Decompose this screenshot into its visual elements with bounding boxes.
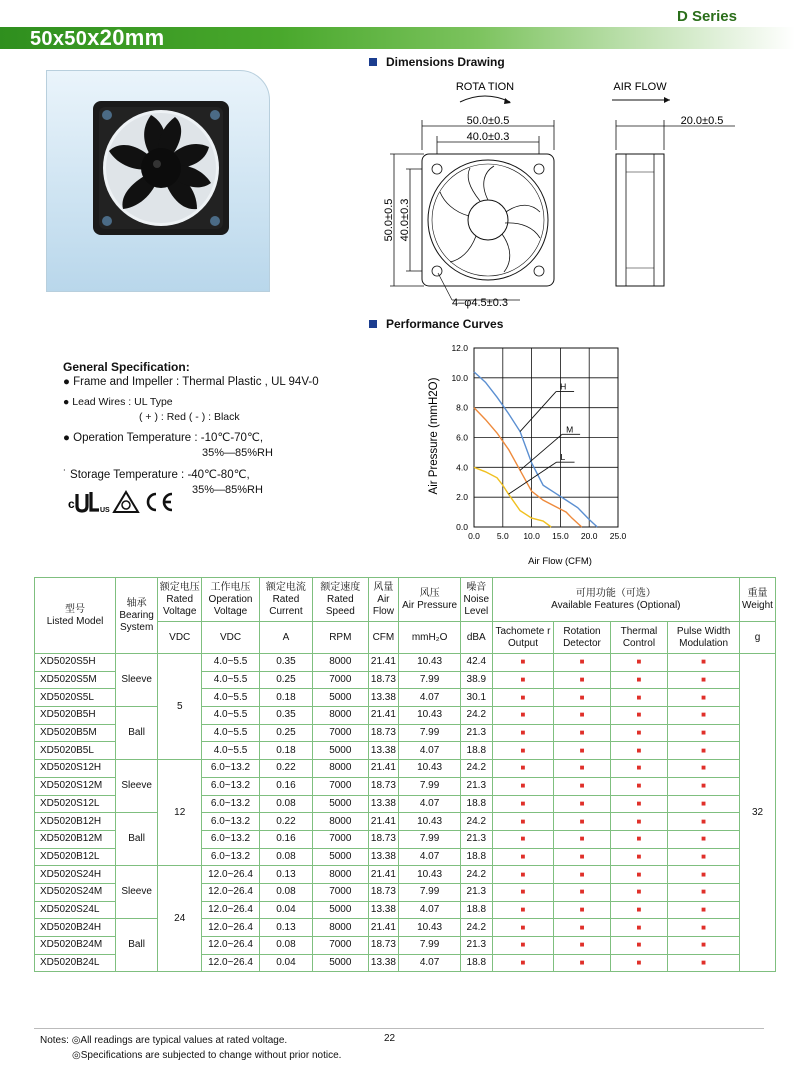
unit-af: CFM [368, 622, 399, 654]
table-row [35, 866, 776, 884]
cell-feature-dot: ■ [554, 901, 610, 919]
cell-feature-dot: ■ [492, 954, 554, 972]
cell-feature-dot: ■ [492, 689, 554, 707]
cell-feature-dot: ■ [554, 795, 610, 813]
cell-noise: 18.8 [460, 742, 492, 760]
spec-op-temp: ● Operation Temperature : -10℃-70℃, [63, 432, 264, 444]
svg-text:c: c [68, 497, 75, 511]
cell-feature-dot: ■ [668, 830, 740, 848]
cell-model: XD5020S5M [35, 671, 116, 689]
unit-rc: A [259, 622, 312, 654]
cell-operation-voltage: 4.0~5.5 [202, 689, 259, 707]
col-noise: 噪音 Noise Level [460, 578, 492, 622]
cell-model: XD5020B24L [35, 954, 116, 972]
hole-dim: 4–φ4.5±0.3 [452, 297, 508, 309]
cell-noise: 24.2 [460, 866, 492, 884]
chart-x-tick: 10.0 [523, 531, 540, 541]
cell-feature-dot: ■ [492, 742, 554, 760]
cell-feature-dot: ■ [492, 724, 554, 742]
cell-feature-dot: ■ [668, 724, 740, 742]
cell-airflow: 13.38 [368, 742, 399, 760]
certification-logos [68, 488, 188, 516]
cell-pressure: 4.07 [399, 848, 461, 866]
cell-pressure: 7.99 [399, 937, 461, 955]
col-air-flow: 风量 Air Flow [368, 578, 399, 622]
cell-current: 0.18 [259, 689, 312, 707]
cell-current: 0.16 [259, 777, 312, 795]
ul-cert-icon [68, 492, 110, 514]
cell-model: XD5020B24M [35, 937, 116, 955]
cell-airflow: 18.73 [368, 937, 399, 955]
cell-feature-dot: ■ [554, 760, 610, 778]
cell-model: XD5020B12M [35, 830, 116, 848]
cell-speed: 5000 [313, 901, 368, 919]
dimensions-drawing [380, 72, 770, 322]
cell-pressure: 7.99 [399, 671, 461, 689]
thickness-dim: 20.0±0.5 [680, 115, 724, 127]
cell-noise: 38.9 [460, 671, 492, 689]
footer-divider [34, 1028, 764, 1029]
cell-feature-dot: ■ [492, 901, 554, 919]
air-flow-label: AIR FLOW [613, 81, 667, 93]
cell-operation-voltage: 6.0~13.2 [202, 795, 259, 813]
series-label: D Series [676, 8, 737, 25]
col-weight: 重量 Weight [740, 578, 776, 622]
cell-feature-dot: ■ [610, 901, 667, 919]
cell-feature-dot: ■ [554, 707, 610, 725]
cell-model: XD5020B5L [35, 742, 116, 760]
chart-y-axis-label: Air Pressure (mmH2O) [428, 377, 440, 495]
chart-y-tick: 0.0 [456, 522, 468, 532]
cell-pressure: 7.99 [399, 777, 461, 795]
col-rated-current: 额定电流 Rated Current [259, 578, 312, 622]
col-model: 型号 Listed Model [35, 578, 116, 654]
cell-feature-dot: ■ [668, 671, 740, 689]
spec-lead-colors: ( + ) : Red ( - ) : Black [139, 411, 240, 423]
cell-feature-dot: ■ [668, 954, 740, 972]
cell-speed: 8000 [313, 707, 368, 725]
cell-feature-dot: ■ [610, 707, 667, 725]
cell-speed: 7000 [313, 777, 368, 795]
cell-current: 0.18 [259, 742, 312, 760]
cell-current: 0.25 [259, 724, 312, 742]
cell-feature-dot: ■ [668, 795, 740, 813]
cell-feature-dot: ■ [554, 830, 610, 848]
cell-feature-dot: ■ [610, 795, 667, 813]
cell-feature-dot: ■ [492, 760, 554, 778]
chart-y-tick: 10.0 [451, 372, 468, 383]
cell-feature-dot: ■ [492, 671, 554, 689]
cell-airflow: 21.41 [368, 654, 399, 672]
cell-feature-dot: ■ [610, 848, 667, 866]
cell-pressure: 10.43 [399, 654, 461, 672]
cell-feature-dot: ■ [554, 777, 610, 795]
cell-airflow: 13.38 [368, 689, 399, 707]
cell-pressure: 10.43 [399, 919, 461, 937]
table-row [35, 919, 776, 937]
cell-feature-dot: ■ [554, 689, 610, 707]
cell-airflow: 21.41 [368, 866, 399, 884]
cell-noise: 21.3 [460, 777, 492, 795]
col-features: 可用功能（可选） Available Features (Optional) [492, 578, 739, 622]
spec-heading: General Specification: [63, 360, 190, 374]
cell-operation-voltage: 12.0~26.4 [202, 919, 259, 937]
cell-feature-dot: ■ [492, 848, 554, 866]
cell-speed: 7000 [313, 883, 368, 901]
cell-airflow: 18.73 [368, 883, 399, 901]
feature-pwm: Pulse Width Modulation [668, 622, 740, 654]
cell-pressure: 7.99 [399, 724, 461, 742]
cell-noise: 24.2 [460, 813, 492, 831]
cell-feature-dot: ■ [610, 724, 667, 742]
spec-lead-wires: ● Lead Wires : UL Type [63, 396, 173, 408]
cell-operation-voltage: 6.0~13.2 [202, 760, 259, 778]
cell-model: XD5020B5M [35, 724, 116, 742]
note-2: ◎Specifications are subjected to change without prior notice. [72, 1050, 342, 1061]
cell-pressure: 7.99 [399, 883, 461, 901]
cell-speed: 7000 [313, 671, 368, 689]
cell-feature-dot: ■ [610, 830, 667, 848]
note-1: ◎All readings are typical values at rated voltage. [71, 1035, 288, 1046]
chart-x-tick: 20.0 [580, 531, 598, 541]
cell-feature-dot: ■ [554, 742, 610, 760]
cell-bearing: Sleeve [116, 866, 158, 919]
cell-feature-dot: ■ [668, 689, 740, 707]
cell-operation-voltage: 6.0~13.2 [202, 830, 259, 848]
cell-noise: 18.8 [460, 901, 492, 919]
cell-model: XD5020S24H [35, 866, 116, 884]
chart-y-tick: 12.0 [451, 343, 468, 353]
cell-speed: 8000 [313, 919, 368, 937]
cell-feature-dot: ■ [610, 954, 667, 972]
cell-airflow: 18.73 [368, 724, 399, 742]
cell-model: XD5020B12L [35, 848, 116, 866]
col-rated-voltage: 额定电压 Rated Voltage [158, 578, 202, 622]
cell-feature-dot: ■ [492, 707, 554, 725]
cell-current: 0.22 [259, 813, 312, 831]
cell-feature-dot: ■ [554, 671, 610, 689]
cell-speed: 7000 [313, 830, 368, 848]
cell-feature-dot: ■ [610, 813, 667, 831]
cell-feature-dot: ■ [554, 937, 610, 955]
chart-y-tick: 2.0 [456, 492, 468, 503]
feature-tachometer: Tachomete r Output [492, 622, 554, 654]
cell-current: 0.25 [259, 671, 312, 689]
cell-operation-voltage: 6.0~13.2 [202, 848, 259, 866]
cell-rated-voltage: 12 [158, 760, 202, 866]
cell-feature-dot: ■ [668, 742, 740, 760]
unit-ap: mmH₂O [399, 622, 461, 654]
cell-feature-dot: ■ [668, 866, 740, 884]
cell-noise: 21.3 [460, 937, 492, 955]
performance-chart [418, 338, 678, 572]
cell-pressure: 10.43 [399, 760, 461, 778]
unit-nl: dBA [460, 622, 492, 654]
cell-pressure: 10.43 [399, 813, 461, 831]
cell-current: 0.13 [259, 919, 312, 937]
spec-storage-rh: 35%—85%RH [192, 484, 263, 496]
cell-speed: 7000 [313, 937, 368, 955]
cell-model: XD5020S24M [35, 883, 116, 901]
page-number: 22 [384, 1033, 396, 1044]
cell-speed: 8000 [313, 813, 368, 831]
cell-noise: 24.2 [460, 707, 492, 725]
cell-pressure: 10.43 [399, 866, 461, 884]
cell-airflow: 13.38 [368, 848, 399, 866]
cell-pressure: 4.07 [399, 954, 461, 972]
cell-speed: 5000 [313, 795, 368, 813]
cell-bearing: Ball [116, 707, 158, 760]
cell-speed: 8000 [313, 760, 368, 778]
cell-feature-dot: ■ [492, 813, 554, 831]
cell-feature-dot: ■ [668, 654, 740, 672]
dimensions-heading: Dimensions Drawing [369, 55, 505, 69]
chart-x-tick: 5.0 [496, 531, 509, 541]
cell-pressure: 7.99 [399, 830, 461, 848]
cell-noise: 21.3 [460, 883, 492, 901]
chart-y-tick: 4.0 [456, 462, 468, 473]
chart-y-tick: 8.0 [456, 402, 468, 413]
cell-feature-dot: ■ [492, 830, 554, 848]
cell-model: XD5020S12M [35, 777, 116, 795]
chart-x-tick: 0.0 [468, 531, 480, 541]
unit-rv: VDC [158, 622, 202, 654]
cell-noise: 42.4 [460, 654, 492, 672]
spec-op-rh: 35%—85%RH [202, 447, 273, 459]
feature-thermal-control: Thermal Control [610, 622, 667, 654]
cell-model: XD5020S24L [35, 901, 116, 919]
cell-feature-dot: ■ [668, 848, 740, 866]
cell-feature-dot: ■ [610, 866, 667, 884]
cell-feature-dot: ■ [492, 795, 554, 813]
cell-noise: 24.2 [460, 919, 492, 937]
cell-feature-dot: ■ [492, 866, 554, 884]
cell-feature-dot: ■ [610, 919, 667, 937]
col-rated-speed: 额定速度 Rated Speed [313, 578, 368, 622]
cell-operation-voltage: 12.0~26.4 [202, 883, 259, 901]
cell-current: 0.08 [259, 937, 312, 955]
feature-rotation-detector: Rotation Detector [554, 622, 610, 654]
cell-feature-dot: ■ [554, 919, 610, 937]
cell-airflow: 18.73 [368, 671, 399, 689]
cell-feature-dot: ■ [554, 813, 610, 831]
cell-operation-voltage: 4.0~5.5 [202, 742, 259, 760]
outer-width-dim: 50.0±0.5 [466, 115, 510, 127]
cell-feature-dot: ■ [668, 883, 740, 901]
cell-airflow: 21.41 [368, 760, 399, 778]
cell-feature-dot: ■ [554, 954, 610, 972]
cell-feature-dot: ■ [610, 671, 667, 689]
cell-operation-voltage: 12.0~26.4 [202, 901, 259, 919]
cell-noise: 24.2 [460, 760, 492, 778]
cell-feature-dot: ■ [610, 689, 667, 707]
cell-operation-voltage: 12.0~26.4 [202, 866, 259, 884]
cell-speed: 5000 [313, 848, 368, 866]
cell-feature-dot: ■ [554, 883, 610, 901]
cell-model: XD5020B5H [35, 707, 116, 725]
cell-airflow: 21.41 [368, 919, 399, 937]
page-title [30, 25, 164, 51]
cell-bearing: Sleeve [116, 654, 158, 707]
cell-airflow: 13.38 [368, 795, 399, 813]
cell-current: 0.35 [259, 707, 312, 725]
cell-rated-voltage: 5 [158, 654, 202, 760]
spec-storage-temp: ˙ Storage Temperature : -40℃-80℃, [63, 469, 250, 481]
cell-operation-voltage: 6.0~13.2 [202, 777, 259, 795]
table-row [35, 813, 776, 831]
cell-speed: 8000 [313, 866, 368, 884]
col-bearing: 轴承 Bearing System [116, 578, 158, 654]
cell-current: 0.13 [259, 866, 312, 884]
cell-bearing: Ball [116, 919, 158, 972]
cell-airflow: 13.38 [368, 954, 399, 972]
cell-speed: 5000 [313, 689, 368, 707]
cell-model: XD5020B12H [35, 813, 116, 831]
cell-airflow: 21.41 [368, 707, 399, 725]
cell-bearing: Ball [116, 813, 158, 866]
cell-model: XD5020S5L [35, 689, 116, 707]
cell-feature-dot: ■ [668, 813, 740, 831]
cell-operation-voltage: 12.0~26.4 [202, 937, 259, 955]
cell-current: 0.04 [259, 901, 312, 919]
cell-current: 0.16 [259, 830, 312, 848]
title-size: 50x50 [30, 28, 88, 50]
cell-noise: 18.8 [460, 795, 492, 813]
chart-series-label: H [560, 381, 567, 392]
cell-model: XD5020S12L [35, 795, 116, 813]
cell-feature-dot: ■ [554, 848, 610, 866]
cell-operation-voltage: 4.0~5.5 [202, 707, 259, 725]
cell-speed: 7000 [313, 724, 368, 742]
table-row [35, 654, 776, 672]
col-air-pressure: 风压 Air Pressure [399, 578, 461, 622]
ce-cert-icon [148, 494, 172, 510]
performance-heading: Performance Curves [369, 317, 503, 331]
cell-feature-dot: ■ [610, 777, 667, 795]
chart-series-label: M [566, 424, 574, 435]
cell-model: XD5020B24H [35, 919, 116, 937]
cell-feature-dot: ■ [668, 707, 740, 725]
cell-feature-dot: ■ [554, 724, 610, 742]
cell-current: 0.35 [259, 654, 312, 672]
cell-feature-dot: ■ [492, 937, 554, 955]
notes-label: Notes: [40, 1035, 69, 1046]
chart-x-tick: 25.0 [609, 531, 627, 541]
spec-table [34, 577, 776, 972]
cell-current: 0.22 [259, 760, 312, 778]
notes [40, 1033, 341, 1063]
cell-operation-voltage: 4.0~5.5 [202, 654, 259, 672]
cell-model: XD5020S12H [35, 760, 116, 778]
rotation-label: ROTA TION [455, 81, 515, 93]
cell-feature-dot: ■ [492, 654, 554, 672]
cell-current: 0.08 [259, 883, 312, 901]
table-row [35, 707, 776, 725]
cell-pressure: 4.07 [399, 742, 461, 760]
cell-noise: 18.8 [460, 848, 492, 866]
cell-feature-dot: ■ [668, 777, 740, 795]
cell-feature-dot: ■ [668, 760, 740, 778]
cell-airflow: 18.73 [368, 777, 399, 795]
cell-airflow: 13.38 [368, 901, 399, 919]
fan-photo-icon [47, 71, 271, 293]
cell-noise: 21.3 [460, 830, 492, 848]
cell-speed: 5000 [313, 742, 368, 760]
chart-x-tick: 15.0 [552, 531, 569, 541]
inner-width-dim: 40.0±0.3 [466, 131, 510, 143]
table-row [35, 760, 776, 778]
cell-current: 0.08 [259, 795, 312, 813]
cell-feature-dot: ■ [610, 654, 667, 672]
cell-operation-voltage: 4.0~5.5 [202, 724, 259, 742]
cell-feature-dot: ■ [610, 760, 667, 778]
cell-speed: 8000 [313, 654, 368, 672]
cell-rated-voltage: 24 [158, 866, 202, 972]
cell-feature-dot: ■ [668, 901, 740, 919]
cell-airflow: 21.41 [368, 813, 399, 831]
unit-wt: g [740, 622, 776, 654]
product-photo-box [46, 70, 270, 292]
cell-current: 0.04 [259, 954, 312, 972]
cell-bearing: Sleeve [116, 760, 158, 813]
cell-feature-dot: ■ [554, 654, 610, 672]
outer-height-dim: 50.0±0.5 [383, 198, 395, 242]
cell-pressure: 4.07 [399, 689, 461, 707]
cell-feature-dot: ■ [610, 883, 667, 901]
cell-operation-voltage: 4.0~5.5 [202, 671, 259, 689]
cell-model: XD5020S5H [35, 654, 116, 672]
cell-noise: 21.3 [460, 724, 492, 742]
cell-noise: 18.8 [460, 954, 492, 972]
chart-x-axis-label: Air Flow (CFM) [528, 556, 592, 567]
tuv-cert-icon [114, 492, 138, 512]
cell-feature-dot: ■ [492, 919, 554, 937]
cell-feature-dot: ■ [610, 937, 667, 955]
cell-pressure: 4.07 [399, 901, 461, 919]
spec-frame: ● Frame and Impeller : Thermal Plastic , UL 94V-0 [63, 376, 319, 388]
cell-speed: 5000 [313, 954, 368, 972]
cell-feature-dot: ■ [492, 883, 554, 901]
cell-pressure: 10.43 [399, 707, 461, 725]
cell-feature-dot: ■ [668, 919, 740, 937]
col-operation-voltage: 工作电压 Operation Voltage [202, 578, 259, 622]
cell-feature-dot: ■ [668, 937, 740, 955]
cell-noise: 30.1 [460, 689, 492, 707]
chart-y-tick: 6.0 [456, 432, 468, 443]
cell-weight: 32 [740, 654, 776, 972]
cell-operation-voltage: 12.0~26.4 [202, 954, 259, 972]
cell-operation-voltage: 6.0~13.2 [202, 813, 259, 831]
cell-feature-dot: ■ [610, 742, 667, 760]
cell-current: 0.08 [259, 848, 312, 866]
cell-feature-dot: ■ [554, 866, 610, 884]
unit-ov: VDC [202, 622, 259, 654]
cell-pressure: 4.07 [399, 795, 461, 813]
general-spec [63, 360, 319, 498]
inner-height-dim: 40.0±0.3 [399, 198, 411, 242]
chart-series-label: L [560, 452, 566, 463]
svg-text:US: US [100, 507, 110, 514]
cell-airflow: 18.73 [368, 830, 399, 848]
unit-rs: RPM [313, 622, 368, 654]
cell-feature-dot: ■ [492, 777, 554, 795]
title-thickness: x20mm [87, 25, 165, 50]
